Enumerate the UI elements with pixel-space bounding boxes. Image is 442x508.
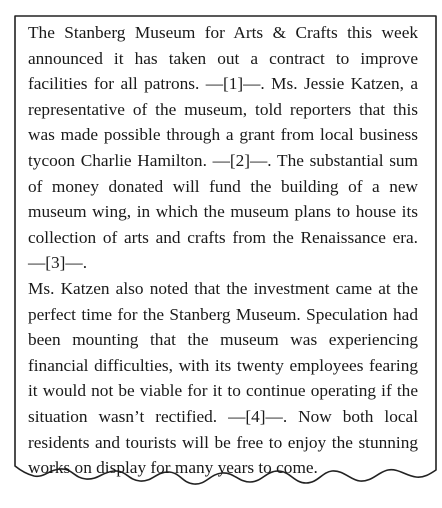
article-paragraph-1: The Stanberg Museum for Arts & Crafts this week announced it has taken out a contract to improve facilities for all patrons. —[1]—. Ms. Jessie Katzen, a representative of the museum, told reporters that this was made possible through a grant from local business tycoon Charlie Hamilton. —[2]—. The substantial sum of money donated will fund the building of a new museum wing, in which the museum plans to house its collection of arts and crafts from the Renaissance era. —[3]—. xyxy=(28,23,418,273)
article-text xyxy=(28,20,418,481)
article-paragraph-2: Ms. Katzen also noted that the investment came at the perfect time for the Stanberg Museum. Speculation had been mounting that the museum was experiencing financial difficulties, with its twenty employees fearing it would not be viable for it to continue operating if the situation wasn’t rectified. —[4]—. Now both local residents and tourists will be free to enjoy the stunning works on display for many years to come. xyxy=(28,278,418,478)
